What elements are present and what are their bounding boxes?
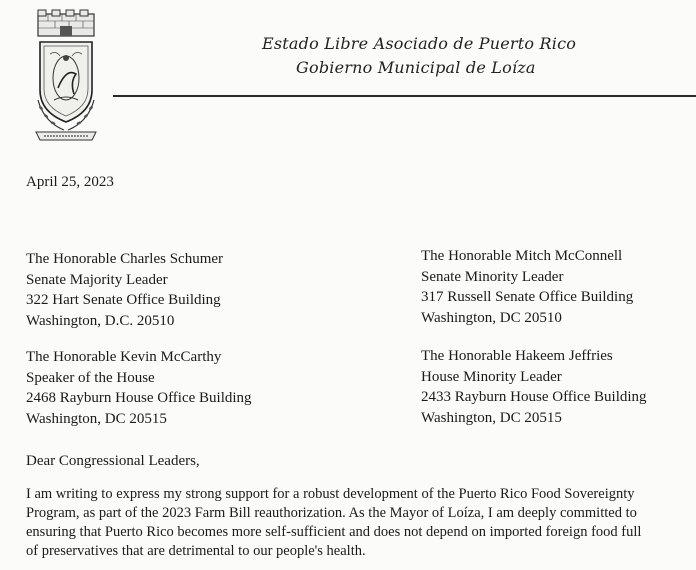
recipient-name: The Honorable Hakeem Jeffries: [421, 348, 613, 364]
recipient-city: Washington, D.C. 20510: [26, 312, 175, 329]
body-line: Program, as part of the 2023 Farm Bill reauthorization. As the Mayor of Loíza, I am deeply committed to: [26, 505, 637, 521]
recipient-address: 322 Hart Senate Office Building: [26, 292, 221, 308]
recipient-address: 2433 Rayburn House Office Building: [421, 389, 647, 405]
letterhead: [262, 32, 576, 80]
letterhead-line-1: Estado Libre Asociado de Puerto Rico: [262, 34, 577, 53]
recipient-title: House Minority Leader: [421, 368, 562, 385]
letterhead-divider: [113, 95, 696, 97]
recipient-block-mcconnell: [421, 246, 633, 328]
recipient-name: The Honorable Charles Schumer: [26, 251, 224, 267]
recipient-address: 317 Russell Senate Office Building: [421, 289, 634, 305]
body-line: I am writing to express my strong support for a robust development of the Puerto Rico Food Sovereignty: [26, 486, 635, 502]
body-paragraph: [26, 485, 694, 561]
recipient-title: Senate Majority Leader: [26, 271, 168, 288]
letterhead-line-2: Gobierno Municipal de Loíza: [296, 58, 536, 77]
recipient-name: The Honorable Kevin McCarthy: [26, 349, 222, 365]
letter-date: April 25, 2023: [26, 174, 114, 190]
salutation: Dear Congressional Leaders,: [26, 453, 200, 469]
recipient-name: The Honorable Mitch McConnell: [421, 248, 623, 264]
recipient-city: Washington, DC 20510: [421, 309, 562, 326]
body-line: ensuring that Puerto Rico becomes more self-sufficient and does not depend on imported foreign food full: [26, 524, 642, 540]
recipient-block-jeffries: [421, 346, 647, 428]
recipient-title: Senate Minority Leader: [421, 268, 564, 285]
recipient-address: 2468 Rayburn House Office Building: [26, 390, 252, 406]
recipient-block-mccarthy: [26, 347, 252, 429]
recipient-title: Speaker of the House: [26, 369, 155, 386]
recipient-city: Washington, DC 20515: [421, 409, 562, 426]
recipient-block-schumer: [26, 249, 223, 331]
municipal-seal-icon: [30, 8, 102, 144]
body-line: of preservatives that are detrimental to our people's health.: [26, 543, 366, 559]
recipient-city: Washington, DC 20515: [26, 410, 167, 427]
